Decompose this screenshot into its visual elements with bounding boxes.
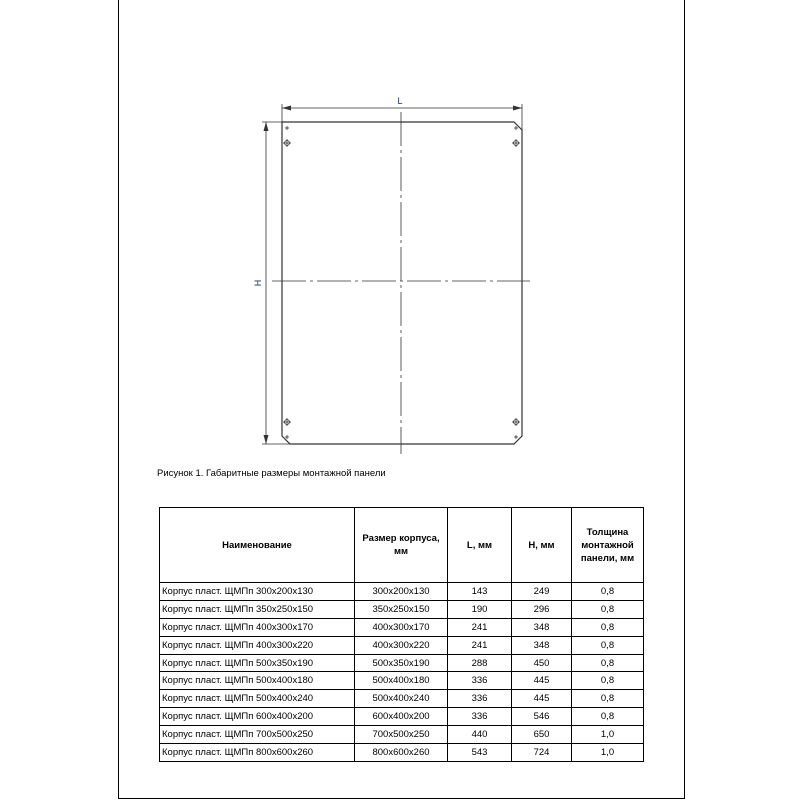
table-row [160,708,644,726]
height-arrow-bottom [264,435,269,444]
table-row [160,726,644,744]
width-arrow-left [282,106,291,111]
cell-name: Корпус пласт. ЩМПп 400х300х220 [160,636,355,654]
cell-thickness: 0,8 [572,583,644,601]
cell-h: 348 [512,618,572,636]
cell-l: 336 [448,690,512,708]
cell-case-size: 700х500х250 [355,726,448,744]
cell-thickness: 0,8 [572,690,644,708]
cell-l: 241 [448,636,512,654]
header-h: H, мм [512,508,572,583]
height-dimension-label: H [253,279,263,287]
cell-name: Корпус пласт. ЩМПп 500х400х240 [160,690,355,708]
mounting-hole-top-left [283,126,291,147]
table-row [160,636,644,654]
height-arrow-top [264,122,269,131]
table-row [160,600,644,618]
table-row [160,583,644,601]
cell-thickness: 1,0 [572,726,644,744]
mounting-hole-top-right [512,126,520,147]
cell-thickness: 1,0 [572,744,644,762]
cell-l: 543 [448,744,512,762]
cell-name: Корпус пласт. ЩМПп 300х200х130 [160,583,355,601]
cell-name: Корпус пласт. ЩМПп 400х300х170 [160,618,355,636]
cell-name: Корпус пласт. ЩМПп 800х600х260 [160,744,355,762]
cell-thickness: 0,8 [572,618,644,636]
header-case-size: Размер корпуса, мм [355,508,448,583]
table-header-row [160,508,644,583]
cell-h: 249 [512,583,572,601]
cell-h: 546 [512,708,572,726]
cell-thickness: 0,8 [572,636,644,654]
cell-l: 336 [448,672,512,690]
cell-thickness: 0,8 [572,600,644,618]
cell-h: 724 [512,744,572,762]
cell-l: 336 [448,708,512,726]
width-arrow-right [513,106,522,111]
panel-outline [282,122,522,444]
cell-thickness: 0,8 [572,672,644,690]
mounting-hole-bottom-right [512,418,520,439]
cell-case-size: 500х400х240 [355,690,448,708]
cell-l: 440 [448,726,512,744]
table-row [160,744,644,762]
cell-l: 190 [448,600,512,618]
cell-name: Корпус пласт. ЩМПп 500х400х180 [160,672,355,690]
cell-case-size: 400х300х170 [355,618,448,636]
cell-case-size: 800х600х260 [355,744,448,762]
cell-l: 241 [448,618,512,636]
header-name: Наименование [160,508,355,583]
cell-h: 450 [512,654,572,672]
cell-case-size: 500х350х190 [355,654,448,672]
cell-case-size: 350х250х150 [355,600,448,618]
cell-h: 445 [512,690,572,708]
width-dimension-label: L [397,96,403,106]
cell-h: 445 [512,672,572,690]
header-l: L, мм [448,508,512,583]
table-row [160,672,644,690]
cell-l: 288 [448,654,512,672]
cell-thickness: 0,8 [572,654,644,672]
specifications-table [159,507,644,762]
cell-case-size: 600х400х200 [355,708,448,726]
cell-h: 650 [512,726,572,744]
table-row [160,618,644,636]
cell-case-size: 500х400х180 [355,672,448,690]
header-thickness: Толщина монтажной панели, мм [572,508,644,583]
figure-caption: Рисунок 1. Габаритные размеры монтажной панели [157,468,386,479]
cell-h: 296 [512,600,572,618]
cell-case-size: 400х300х220 [355,636,448,654]
cell-name: Корпус пласт. ЩМПп 600х400х200 [160,708,355,726]
cell-name: Корпус пласт. ЩМПп 350х250х150 [160,600,355,618]
cell-name: Корпус пласт. ЩМПп 700х500х250 [160,726,355,744]
cell-thickness: 0,8 [572,708,644,726]
cell-l: 143 [448,583,512,601]
cell-case-size: 300х200х130 [355,583,448,601]
cell-name: Корпус пласт. ЩМПп 500х350х190 [160,654,355,672]
cell-h: 348 [512,636,572,654]
mounting-hole-bottom-left [283,418,291,439]
table-row [160,654,644,672]
table-row [160,690,644,708]
